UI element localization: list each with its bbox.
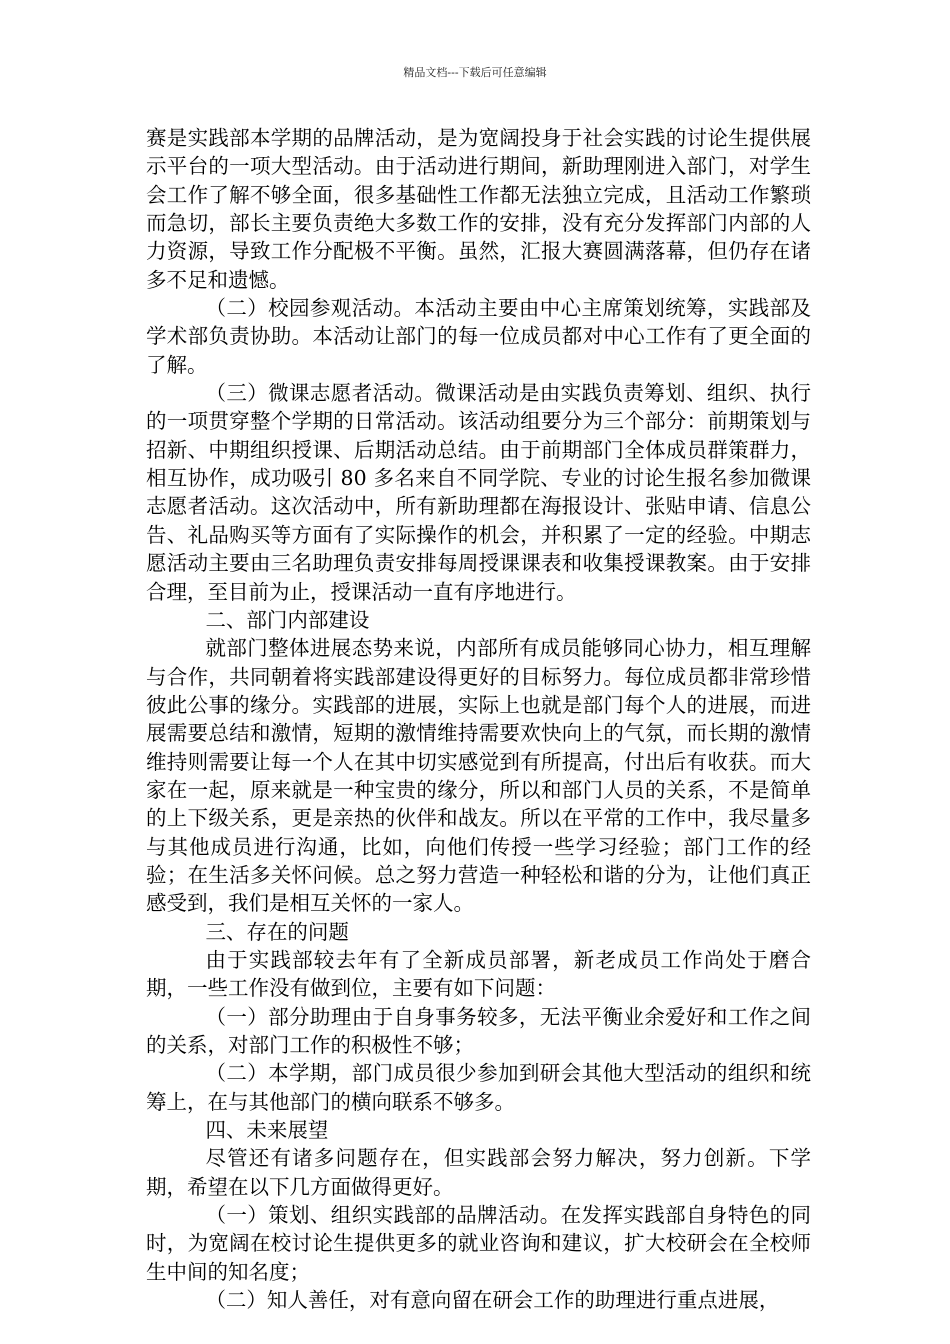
paragraph: （二）校园参观活动。本活动主要由中心主席策划统筹，实践部及学术部负责协助。本活动让部门的每一位成员都对中心工作有了更全面的了解。 xyxy=(146,296,811,377)
paragraph: 三、存在的问题 xyxy=(205,919,349,944)
paragraph: 赛是实践部本学期的品牌活动，是为宽阔投身于社会实践的讨论生提供展示平台的一项大型活动。由于活动进行期间，新助理刚进入部门，对学生会工作了解不够全面，很多基础性工作都无法独立完成，且活动工作繁琐而急切，部长主要负责绝大多数工作的安排，没有充分发挥部门内部的人力资源，导致工作分配极不平衡。虽然，汇报大赛圆满落幕，但仍存在诸多不足和遗憾。 xyxy=(146,126,811,292)
paragraph: （二）知人善任，对有意向留在研会工作的助理进行重点进展， xyxy=(205,1288,780,1313)
paragraph: 四、未来展望 xyxy=(205,1118,329,1143)
paragraph: （二）本学期，部门成员很少参加到研会其他大型活动的组织和统筹上，在与其他部门的横向联系不够多。 xyxy=(146,1061,811,1114)
paragraph: 尽管还有诸多问题存在，但实践部会努力解决，努力创新。下学期，希望在以下几方面做得更好。 xyxy=(146,1146,811,1199)
document-body xyxy=(146,124,811,1314)
paragraph: 二、部门内部建设 xyxy=(205,607,370,632)
paragraph: （一）部分助理由于自身事务较多，无法平衡业余爱好和工作之间的关系，对部门工作的积极性不够； xyxy=(146,1004,811,1057)
paragraph: 就部门整体进展态势来说，内部所有成员能够同心协力，相互理解与合作，共同朝着将实践部建设得更好的目标努力。每位成员都非常珍惜彼此公事的缘分。实践部的进展，实际上也就是部门每个人的进展，而进展需要总结和激情，短期的激情维持需要欢快向上的气氛，而长期的激情维持则需要让每一个人在其中切实感觉到有所提高，付出后有收获。而大家在一起，原来就是一种宝贵的缘分，所以和部门人员的关系，不是简单的上下级关系，更是亲热的伙伴和战友。所以在平常的工作中，我尽量多与其他成员进行沟通，比如，向他们传授一些学习经验；部门工作的经验；在生活多关怀问候。总之努力营造一种轻松和谐的分为，让他们真正感受到，我们是相互关怀的一家人。 xyxy=(146,636,811,916)
paragraph: （一）策划、组织实践部的品牌活动。在发挥实践部自身特色的同时，为宽阔在校讨论生提供更多的就业咨询和建议，扩大校研会在全校师生中间的知名度； xyxy=(146,1203,811,1284)
paragraph: （三）微课志愿者活动。微课活动是由实践负责筹划、组织、执行的一项贯穿整个学期的日常活动。该活动组要分为三个部分：前期策划与招新、中期组织授课、后期活动总结。由于前期部门全体成员群策群力，相互协作，成功吸引 80 多名来自不同学院、专业的讨论生报名参加微课志愿者活动。这次活动中，所有新助理都在海报设计、张贴申请、信息公告、礼品购买等方面有了实际操作的机会，并积累了一定的经验。中期志愿活动主要由三名助理负责安排每周授课课表和收集授课教案。由于安排合理，至目前为止，授课活动一直有序地进行。 xyxy=(146,381,811,604)
paragraph: 由于实践部较去年有了全新成员部署，新老成员工作尚处于磨合期，一些工作没有做到位，主要有如下问题： xyxy=(146,947,811,1001)
page-header: 精品文档---下载后可任意编辑 xyxy=(403,66,547,79)
